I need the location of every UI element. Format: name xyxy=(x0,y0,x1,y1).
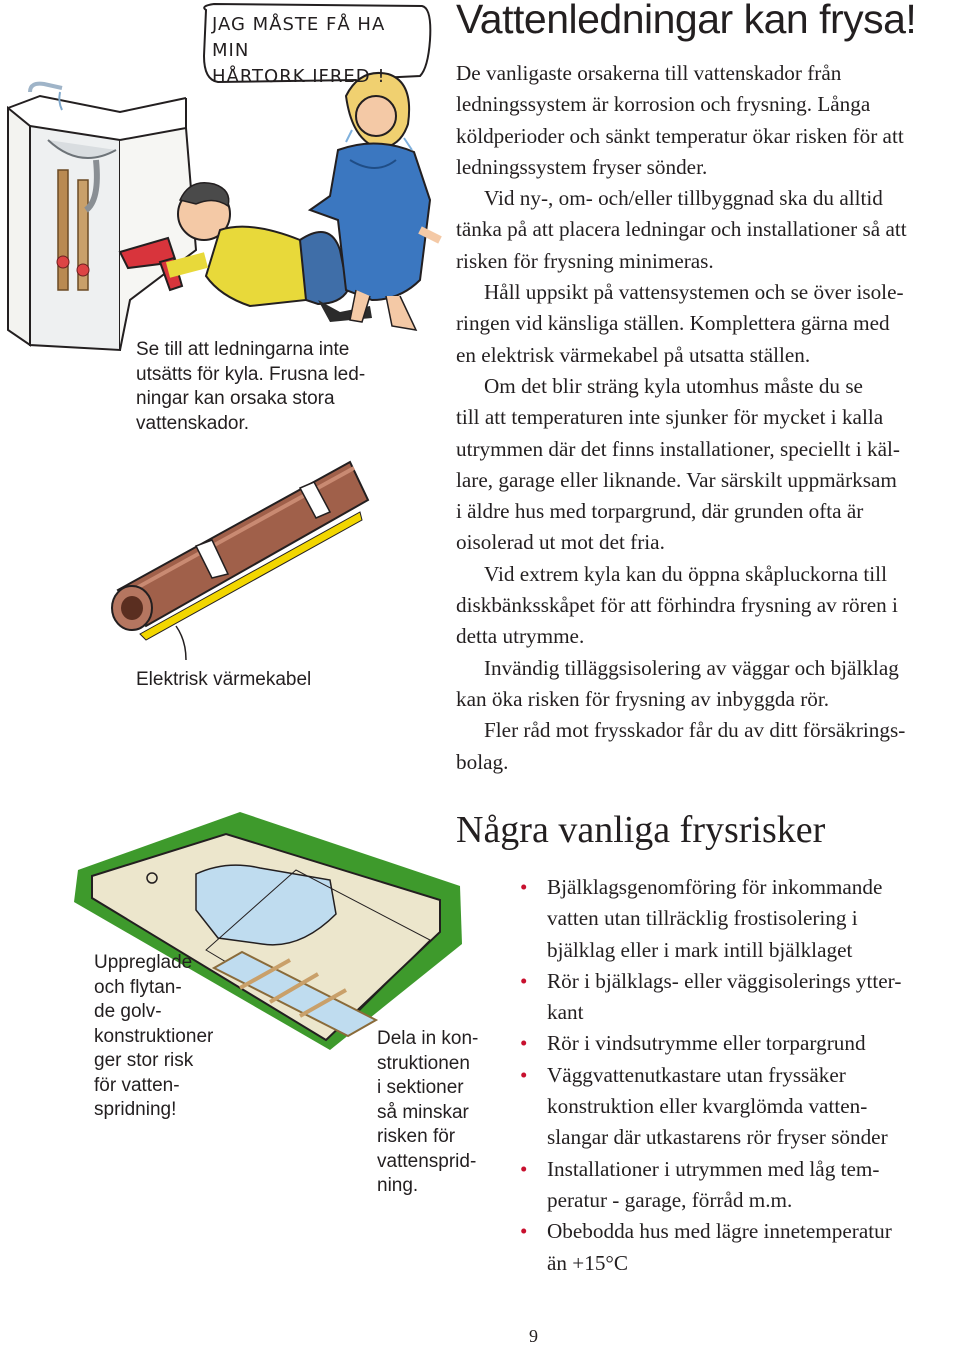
text-line: konstruktion eller kvarglömda vatten- xyxy=(547,1094,868,1119)
text-line: utrymmen där det finns installationer, speciellt i käl- xyxy=(456,436,900,461)
text-line: bolag. xyxy=(456,749,509,774)
text-line: lare, garage eller liknande. Var särskilt uppmärksam xyxy=(456,467,897,492)
pipe-with-heating-cable-illustration xyxy=(112,462,368,660)
caption-cold-pipes xyxy=(136,338,365,436)
caption-line: ning. xyxy=(377,1175,419,1196)
caption-line: Elektrisk värmekabel xyxy=(136,669,312,690)
text-line: Bjälklagsgenomföring för inkommande xyxy=(547,875,883,899)
text-line: detta utrymme. xyxy=(456,624,585,649)
list-item xyxy=(520,872,901,966)
text-line: peratur - garage, förråd m.m. xyxy=(547,1187,793,1212)
section-title: Några vanliga frysrisker xyxy=(456,809,826,851)
list-item xyxy=(520,1154,901,1217)
list-item xyxy=(520,1028,901,1059)
list-item xyxy=(520,1216,901,1279)
caption-sections xyxy=(377,1027,478,1199)
text-line: Vid ny-, om- och/eller tillbyggnad ska du alltid xyxy=(484,186,883,211)
caption-line: ningar kan orsaka stora xyxy=(136,388,335,409)
list-item xyxy=(520,966,901,1029)
text-line: ringen vid känsliga ställen. Komplettera gärna med xyxy=(456,311,890,336)
speech-bubble-text xyxy=(212,12,422,90)
bullet-icon: • xyxy=(520,1156,528,1181)
text-line: De vanligaste orsakerna till vattenskador från xyxy=(456,61,842,85)
caption-line: de golv- xyxy=(94,1001,162,1022)
caption-line: konstruktioner xyxy=(94,1025,214,1047)
bullet-icon: • xyxy=(520,1031,528,1056)
text-line: Installationer i utrymmen med låg tem- xyxy=(547,1156,880,1181)
text-line: Invändig tilläggsisolering av väggar och bjälklag xyxy=(484,655,899,680)
speech-line: HÅRTORK IFRED ! xyxy=(212,66,386,87)
text-line: oisolerad ut mot det fria. xyxy=(456,530,665,555)
caption-heating-cable xyxy=(136,668,311,693)
caption-line: så minskar xyxy=(377,1101,469,1123)
caption-line: Uppreglade xyxy=(94,952,193,973)
caption-line: för vatten- xyxy=(94,1074,180,1096)
caption-line: risken för xyxy=(377,1126,456,1147)
text-line: kan öka risken för frysning av inbyggda rör. xyxy=(456,686,830,711)
list-item xyxy=(520,1060,901,1154)
page-title: Vattenledningar kan frysa! xyxy=(456,0,917,42)
caption-line: struktionen xyxy=(377,1052,470,1074)
caption-floor-risk xyxy=(94,951,213,1123)
sink-cabinet-illustration xyxy=(8,84,196,350)
text-line: än +15°C xyxy=(547,1250,629,1275)
text-line: tänka på att placera ledningar och installationer så att xyxy=(456,217,907,242)
caption-line: Se till att ledningarna inte xyxy=(136,339,350,360)
page-number: 9 xyxy=(529,1326,538,1346)
risk-list xyxy=(520,872,901,1279)
text-line: Väggvattenutkastare utan fryssäker xyxy=(547,1062,846,1087)
text-line: slangar där utkastarens rör fryser sönder xyxy=(547,1125,888,1150)
text-line: Håll uppsikt på vattensystemen och se över isole- xyxy=(484,280,904,305)
caption-line: ger stor risk xyxy=(94,1050,194,1071)
text-line: Fler råd mot frysskador får du av ditt försäkrings- xyxy=(484,718,906,743)
bullet-icon: • xyxy=(520,875,528,899)
bullet-icon: • xyxy=(520,1219,528,1244)
text-line: ledningssystem fryser sönder. xyxy=(456,154,708,179)
text-line: bjälklag eller i mark intill bjälklaget xyxy=(547,937,853,962)
text-line: vatten utan tillräcklig frostisolering i xyxy=(547,906,858,931)
caption-line: Dela in kon- xyxy=(377,1028,479,1049)
text-line: en elektrisk värmekabel på utsatta ställen. xyxy=(456,342,811,367)
text-line: i äldre hus med torpargrund, där grunden ofta är xyxy=(456,499,864,524)
caption-line: utsätts för kyla. Frusna led- xyxy=(136,363,366,385)
text-line: ledningssystem är korrosion och frysning. Långa xyxy=(456,92,871,117)
speech-line: JAG MÅSTE FÅ HA MIN xyxy=(212,14,386,61)
text-line: Obebodda hus med lägre innetemperatur xyxy=(547,1219,892,1244)
bullet-icon: • xyxy=(520,1062,528,1087)
text-line: Om det blir sträng kyla utomhus måste du se xyxy=(484,373,863,398)
caption-line: vattensprid- xyxy=(377,1150,477,1172)
caption-line: i sektioner xyxy=(377,1077,464,1098)
caption-line: och flytan- xyxy=(94,976,182,998)
article-body xyxy=(456,58,960,778)
caption-line: spridning! xyxy=(94,1099,177,1120)
text-line: kant xyxy=(547,1000,584,1025)
text-line: diskbänksskåpet för att förhindra frysning av rören i xyxy=(456,593,898,618)
text-line: risken för frysning minimeras. xyxy=(456,248,714,273)
text-line: Rör i vindsutrymme eller torpargrund xyxy=(547,1031,866,1056)
text-line: Rör i bjälklags- eller väggisolerings ytter- xyxy=(547,968,902,993)
text-line: köldperioder och sänkt temperatur ökar risken för att xyxy=(456,123,904,148)
bullet-icon: • xyxy=(520,968,528,993)
text-line: Vid extrem kyla kan du öppna skåpluckorna till xyxy=(484,561,887,586)
caption-line: vattenskador. xyxy=(136,412,250,434)
text-line: till att temperaturen inte sjunker för mycket i kalla xyxy=(456,405,884,430)
